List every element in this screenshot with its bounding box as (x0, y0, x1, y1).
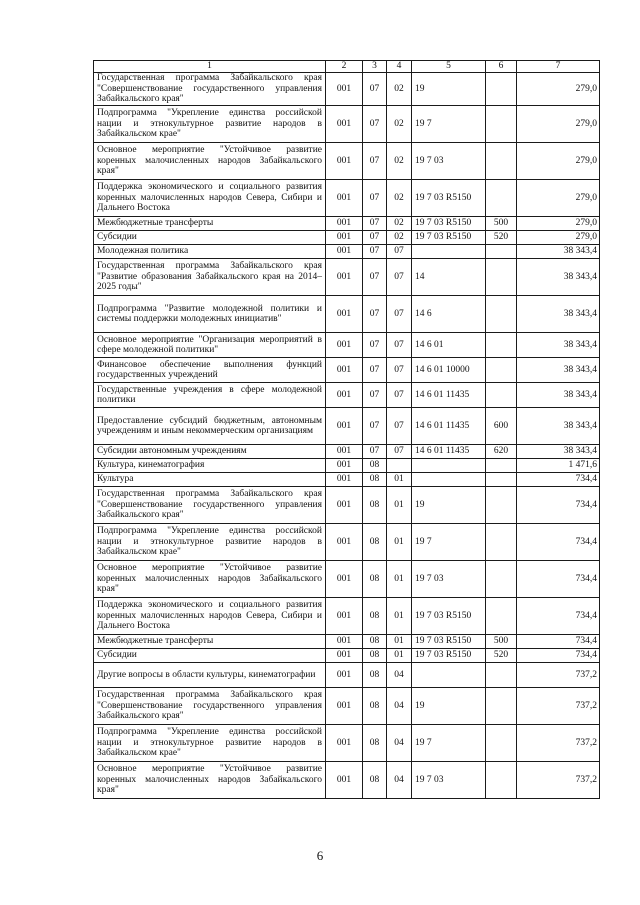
sum-cell: 1 471,6 (517, 459, 600, 473)
rz-cell: 07 (363, 180, 387, 217)
vr-cell (486, 561, 517, 598)
csr-cell: 19 7 03 (412, 762, 486, 799)
rz-cell: 07 (363, 73, 387, 106)
table-row (94, 473, 600, 487)
rz-cell: 07 (363, 383, 387, 408)
sum-cell: 734,4 (517, 598, 600, 635)
table-row (94, 180, 600, 217)
grbs-cell: 001 (326, 663, 363, 688)
csr-cell: 19 7 03 R5150 (412, 231, 486, 245)
csr-cell (412, 473, 486, 487)
vr-cell (486, 333, 517, 358)
grbs-cell: 001 (326, 358, 363, 383)
csr-cell: 19 (412, 73, 486, 106)
table-row (94, 663, 600, 688)
vr-cell: 520 (486, 231, 517, 245)
grbs-cell: 001 (326, 762, 363, 799)
rz-cell: 08 (363, 473, 387, 487)
pr-cell: 07 (387, 245, 412, 259)
csr-cell: 19 7 03 R5150 (412, 217, 486, 231)
grbs-cell: 001 (326, 106, 363, 143)
csr-cell: 14 6 01 (412, 333, 486, 358)
row-name-cell: Культура (94, 473, 326, 487)
rz-cell: 08 (363, 663, 387, 688)
rz-cell: 08 (363, 524, 387, 561)
csr-cell: 14 6 01 11435 (412, 445, 486, 459)
grbs-cell: 001 (326, 473, 363, 487)
rz-cell: 08 (363, 762, 387, 799)
rz-cell: 08 (363, 561, 387, 598)
row-name-cell: Поддержка экономического и социального развития коренных малочисленных народов Севера, Сибири и Дальнего Востока (94, 598, 326, 635)
table-row (94, 649, 600, 663)
row-name-cell: Субсидии автономным учреждениям (94, 445, 326, 459)
vr-cell (486, 473, 517, 487)
grbs-cell: 001 (326, 296, 363, 333)
vr-cell (486, 524, 517, 561)
csr-cell: 19 7 03 (412, 561, 486, 598)
grbs-cell: 001 (326, 383, 363, 408)
vr-cell (486, 358, 517, 383)
csr-cell: 14 6 01 11435 (412, 383, 486, 408)
pr-cell: 02 (387, 106, 412, 143)
pr-cell: 07 (387, 333, 412, 358)
table-row (94, 296, 600, 333)
grbs-cell: 001 (326, 143, 363, 180)
grbs-cell: 001 (326, 445, 363, 459)
row-name-cell: Субсидии (94, 649, 326, 663)
sum-cell: 279,0 (517, 106, 600, 143)
row-name-cell: Подпрограмма "Укрепление единства российской нации и этнокультурное развитие народов в Забайкальском крае" (94, 725, 326, 762)
table-row (94, 725, 600, 762)
sum-cell: 734,4 (517, 524, 600, 561)
sum-cell: 38 343,4 (517, 383, 600, 408)
grbs-cell: 001 (326, 231, 363, 245)
pr-cell: 01 (387, 524, 412, 561)
grbs-cell: 001 (326, 217, 363, 231)
row-name-cell: Подпрограмма "Укрепление единства российской нации и этнокультурное развитие народов в Забайкальском крае" (94, 106, 326, 143)
pr-cell: 04 (387, 725, 412, 762)
vr-cell (486, 106, 517, 143)
rz-cell: 07 (363, 296, 387, 333)
sum-cell: 38 343,4 (517, 259, 600, 296)
sum-cell: 734,4 (517, 561, 600, 598)
rz-cell: 07 (363, 217, 387, 231)
column-header: 5 (412, 61, 486, 73)
table-row (94, 762, 600, 799)
rz-cell: 08 (363, 725, 387, 762)
row-name-cell: Государственные учреждения в сфере молодежной политики (94, 383, 326, 408)
grbs-cell: 001 (326, 259, 363, 296)
table-row (94, 358, 600, 383)
sum-cell: 38 343,4 (517, 408, 600, 445)
pr-cell: 01 (387, 487, 412, 524)
pr-cell (387, 459, 412, 473)
grbs-cell: 001 (326, 333, 363, 358)
row-name-cell: Основное мероприятие "Устойчивое развитие коренных малочисленных народов Забайкальского края" (94, 143, 326, 180)
pr-cell: 01 (387, 473, 412, 487)
grbs-cell: 001 (326, 180, 363, 217)
column-header: 3 (363, 61, 387, 73)
sum-cell: 38 343,4 (517, 296, 600, 333)
rz-cell: 07 (363, 106, 387, 143)
page-number: 6 (316, 848, 324, 863)
rz-cell: 07 (363, 231, 387, 245)
pr-cell: 07 (387, 259, 412, 296)
column-header: 6 (486, 61, 517, 73)
column-header: 7 (517, 61, 600, 73)
pr-cell: 04 (387, 762, 412, 799)
csr-cell: 19 7 03 R5150 (412, 635, 486, 649)
grbs-cell: 001 (326, 73, 363, 106)
vr-cell (486, 383, 517, 408)
rz-cell: 08 (363, 487, 387, 524)
rz-cell: 08 (363, 635, 387, 649)
grbs-cell: 001 (326, 487, 363, 524)
pr-cell: 02 (387, 143, 412, 180)
grbs-cell: 001 (326, 459, 363, 473)
table-row (94, 635, 600, 649)
grbs-cell: 001 (326, 725, 363, 762)
table-row (94, 143, 600, 180)
rz-cell: 07 (363, 358, 387, 383)
sum-cell: 38 343,4 (517, 358, 600, 383)
csr-cell: 19 7 03 R5150 (412, 649, 486, 663)
pr-cell: 07 (387, 383, 412, 408)
rz-cell: 07 (363, 445, 387, 459)
sum-cell: 279,0 (517, 217, 600, 231)
grbs-cell: 001 (326, 245, 363, 259)
pr-cell: 02 (387, 231, 412, 245)
row-name-cell: Поддержка экономического и социального развития коренных малочисленных народов Севера, Сибири и Дальнего Востока (94, 180, 326, 217)
table-row (94, 561, 600, 598)
sum-cell: 279,0 (517, 231, 600, 245)
sum-cell: 734,4 (517, 649, 600, 663)
table-row (94, 524, 600, 561)
budget-table (93, 60, 600, 799)
csr-cell: 14 6 (412, 296, 486, 333)
row-name-cell: Культура, кинематография (94, 459, 326, 473)
table-row (94, 259, 600, 296)
vr-cell (486, 180, 517, 217)
sum-cell: 279,0 (517, 143, 600, 180)
table-row (94, 333, 600, 358)
row-name-cell: Государственная программа Забайкальского края "Развитие образования Забайкальского края на 2014–2025 годы" (94, 259, 326, 296)
csr-cell: 19 (412, 688, 486, 725)
row-name-cell: Межбюджетные трансферты (94, 635, 326, 649)
table-body (94, 61, 600, 799)
vr-cell (486, 459, 517, 473)
rz-cell: 07 (363, 408, 387, 445)
table-row (94, 217, 600, 231)
pr-cell: 07 (387, 358, 412, 383)
sum-cell: 737,2 (517, 688, 600, 725)
table-row (94, 383, 600, 408)
rz-cell: 08 (363, 649, 387, 663)
pr-cell: 01 (387, 598, 412, 635)
rz-cell: 08 (363, 459, 387, 473)
row-name-cell: Государственная программа Забайкальского края "Совершенствование государственного управления Забайкальского края" (94, 73, 326, 106)
csr-cell: 19 7 (412, 106, 486, 143)
csr-cell: 19 (412, 487, 486, 524)
column-header: 4 (387, 61, 412, 73)
csr-cell: 19 7 (412, 725, 486, 762)
vr-cell: 500 (486, 217, 517, 231)
csr-cell: 14 (412, 259, 486, 296)
sum-cell: 38 343,4 (517, 333, 600, 358)
vr-cell (486, 259, 517, 296)
pr-cell: 02 (387, 180, 412, 217)
vr-cell: 500 (486, 635, 517, 649)
pr-cell: 01 (387, 635, 412, 649)
table-row (94, 231, 600, 245)
vr-cell (486, 762, 517, 799)
row-name-cell: Подпрограмма "Укрепление единства российской нации и этнокультурное развитие народов в Забайкальском крае" (94, 524, 326, 561)
vr-cell (486, 296, 517, 333)
row-name-cell: Государственная программа Забайкальского края "Совершенствование государственного управления Забайкальского края" (94, 487, 326, 524)
row-name-cell: Основное мероприятие "Устойчивое развитие коренных малочисленных народов Забайкальского края" (94, 561, 326, 598)
table-row (94, 408, 600, 445)
row-name-cell: Субсидии (94, 231, 326, 245)
vr-cell (486, 245, 517, 259)
table-row (94, 445, 600, 459)
csr-cell (412, 245, 486, 259)
csr-cell: 19 7 03 R5150 (412, 598, 486, 635)
row-name-cell: Предоставление субсидий бюджетным, автономным учреждениям и иным некоммерческим организациям (94, 408, 326, 445)
csr-cell (412, 663, 486, 688)
sum-cell: 737,2 (517, 762, 600, 799)
rz-cell: 07 (363, 245, 387, 259)
table-row (94, 459, 600, 473)
sum-cell: 38 343,4 (517, 445, 600, 459)
csr-cell: 14 6 01 11435 (412, 408, 486, 445)
grbs-cell: 001 (326, 688, 363, 725)
column-header: 1 (94, 61, 326, 73)
pr-cell: 04 (387, 663, 412, 688)
table-row (94, 487, 600, 524)
grbs-cell: 001 (326, 598, 363, 635)
row-name-cell: Другие вопросы в области культуры, кинематографии (94, 663, 326, 688)
sum-cell: 734,4 (517, 635, 600, 649)
pr-cell: 01 (387, 649, 412, 663)
vr-cell (486, 143, 517, 180)
row-name-cell: Основное мероприятие "Устойчивое развитие коренных малочисленных народов Забайкальского края" (94, 762, 326, 799)
row-name-cell: Государственная программа Забайкальского края "Совершенствование государственного управления Забайкальского края" (94, 688, 326, 725)
table-row (94, 245, 600, 259)
pr-cell: 02 (387, 73, 412, 106)
csr-cell: 14 6 01 10000 (412, 358, 486, 383)
table-row (94, 688, 600, 725)
csr-cell: 19 7 03 (412, 143, 486, 180)
rz-cell: 07 (363, 259, 387, 296)
grbs-cell: 001 (326, 649, 363, 663)
csr-cell (412, 459, 486, 473)
csr-cell: 19 7 03 R5150 (412, 180, 486, 217)
table-header-row (94, 61, 600, 73)
pr-cell: 04 (387, 688, 412, 725)
pr-cell: 02 (387, 217, 412, 231)
rz-cell: 07 (363, 333, 387, 358)
sum-cell: 734,4 (517, 473, 600, 487)
vr-cell: 600 (486, 408, 517, 445)
sum-cell: 737,2 (517, 663, 600, 688)
row-name-cell: Межбюджетные трансферты (94, 217, 326, 231)
rz-cell: 08 (363, 688, 387, 725)
vr-cell (486, 688, 517, 725)
vr-cell (486, 663, 517, 688)
sum-cell: 279,0 (517, 73, 600, 106)
sum-cell: 279,0 (517, 180, 600, 217)
table-row (94, 73, 600, 106)
pr-cell: 07 (387, 408, 412, 445)
vr-cell: 620 (486, 445, 517, 459)
grbs-cell: 001 (326, 635, 363, 649)
vr-cell (486, 725, 517, 762)
grbs-cell: 001 (326, 561, 363, 598)
pr-cell: 07 (387, 296, 412, 333)
row-name-cell: Подпрограмма "Развитие молодежной политики и системы поддержки молодежных инициатив" (94, 296, 326, 333)
table-row (94, 598, 600, 635)
grbs-cell: 001 (326, 408, 363, 445)
rz-cell: 07 (363, 143, 387, 180)
vr-cell (486, 73, 517, 106)
row-name-cell: Молодежная политика (94, 245, 326, 259)
table-row (94, 106, 600, 143)
pr-cell: 07 (387, 445, 412, 459)
csr-cell: 19 7 (412, 524, 486, 561)
rz-cell: 08 (363, 598, 387, 635)
sum-cell: 734,4 (517, 487, 600, 524)
column-header: 2 (326, 61, 363, 73)
vr-cell (486, 487, 517, 524)
vr-cell: 520 (486, 649, 517, 663)
row-name-cell: Основное мероприятие "Организация мероприятий в сфере молодежной политики" (94, 333, 326, 358)
pr-cell: 01 (387, 561, 412, 598)
grbs-cell: 001 (326, 524, 363, 561)
row-name-cell: Финансовое обеспечение выполнения функций государственных учреждений (94, 358, 326, 383)
sum-cell: 38 343,4 (517, 245, 600, 259)
sum-cell: 737,2 (517, 725, 600, 762)
vr-cell (486, 598, 517, 635)
